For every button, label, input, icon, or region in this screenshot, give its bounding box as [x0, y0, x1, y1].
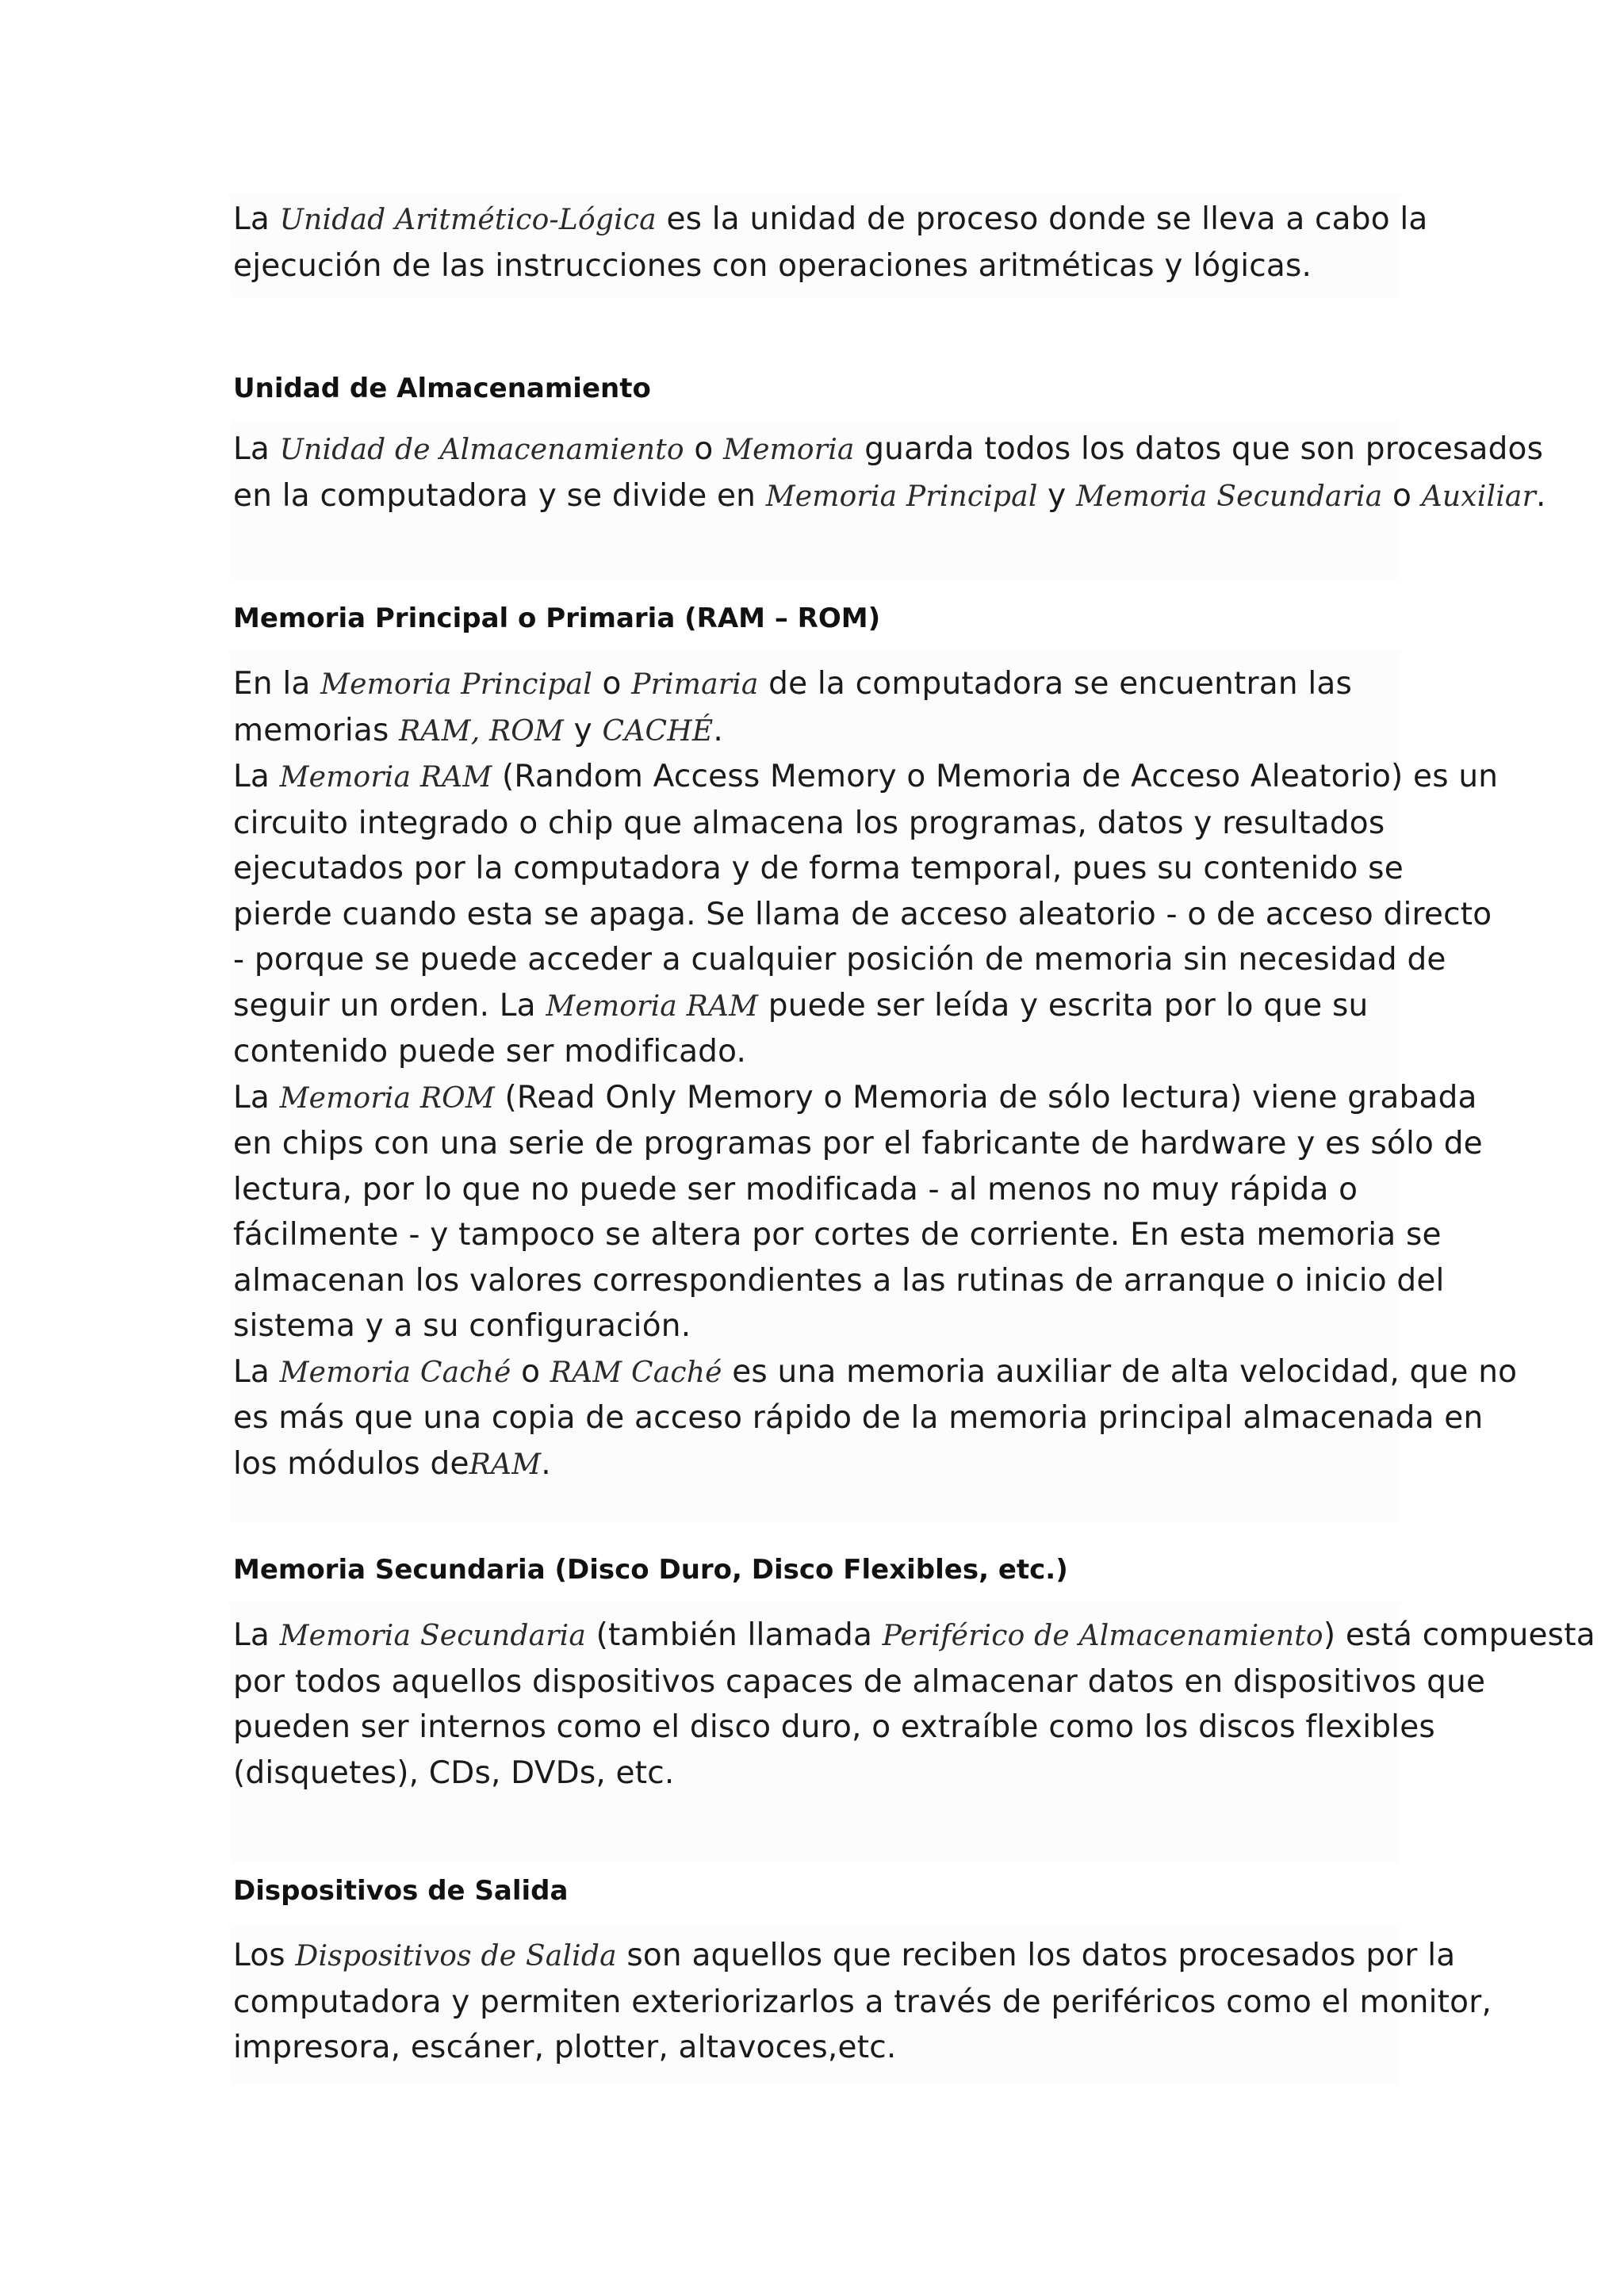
text-run: seguir un orden. La	[233, 987, 546, 1024]
italic-term: Primaria	[631, 668, 759, 701]
text-line	[233, 2025, 1492, 2071]
text-line	[233, 427, 1546, 473]
heading-almacenamiento: Unidad de Almacenamiento	[233, 373, 651, 404]
text-run: de la computadora se encuentran las	[758, 666, 1353, 702]
text-run: ejecutados por la computadora y de forma temporal, pues su contenido se	[233, 851, 1404, 886]
text-line	[233, 1395, 1517, 1441]
text-run: memorias	[233, 712, 400, 748]
text-run: puede ser leída y escrita por lo que su	[758, 987, 1369, 1024]
text-run: La	[233, 1353, 280, 1390]
text-line	[233, 1121, 1517, 1167]
text-line	[233, 1303, 1517, 1349]
text-run: o	[684, 431, 724, 467]
text-run: sistema y a su configuración.	[233, 1308, 691, 1344]
secundaria-paragraph	[233, 1613, 1595, 1796]
text-run: los módulos de	[233, 1445, 469, 1482]
italic-term: Dispositivos de Salida	[295, 1940, 617, 1973]
italic-term: Auxiliar	[1421, 480, 1537, 513]
text-run: - porque se puede acceder a cualquier posición de memoria sin necesidad de	[233, 942, 1446, 978]
text-line	[233, 1705, 1595, 1751]
text-line	[233, 708, 1517, 755]
secundaria-block	[230, 1601, 1595, 1863]
text-line	[233, 1167, 1517, 1213]
italic-term: Unidad Aritmético-Lógica	[279, 204, 657, 236]
text-line	[233, 661, 1517, 708]
text-line	[233, 1751, 1595, 1797]
text-run: La	[233, 431, 280, 467]
principal-paragraph	[233, 661, 1517, 1487]
principal-block	[230, 650, 1518, 1522]
text-run: es más que una copia de acceso rápido de la memoria principal almacenada en	[233, 1400, 1484, 1436]
text-run: contenido puede ser modificado.	[233, 1034, 747, 1070]
text-run: por todos aquellos dispositivos capaces de almacenar datos en dispositivos que	[233, 1663, 1486, 1700]
text-run: .	[541, 1445, 551, 1482]
text-run: en chips con una serie de programas por el fabricante de hardware y es sólo de	[233, 1126, 1483, 1161]
text-run: en la computadora y se divide en	[233, 477, 766, 514]
text-line	[233, 754, 1517, 801]
text-line	[233, 1933, 1492, 1980]
text-run: computadora y permiten exteriorizarlos a través de periféricos como el monitor,	[233, 1984, 1492, 2020]
text-line	[233, 983, 1517, 1030]
salida-paragraph	[233, 1933, 1492, 2071]
text-run: (disquetes), CDs, DVDs, etc.	[233, 1755, 675, 1791]
text-line	[233, 1349, 1517, 1396]
italic-term: Memoria RAM	[279, 761, 492, 794]
text-run: .	[713, 712, 723, 748]
text-run: ejecución de las instrucciones con operaciones aritméticas y lógicas.	[233, 247, 1312, 284]
alu-paragraph	[233, 197, 1428, 289]
text-line	[233, 1212, 1517, 1258]
text-run: son aquellos que reciben los datos procesados por la	[616, 1938, 1456, 1973]
text-run: o	[592, 666, 632, 702]
text-line	[233, 1029, 1517, 1075]
text-run: La	[233, 201, 280, 237]
italic-term: Memoria RAM	[546, 989, 759, 1023]
italic-term: Memoria Secundaria	[279, 1620, 587, 1652]
italic-term: Memoria ROM	[279, 1081, 495, 1115]
text-line	[233, 1613, 1595, 1659]
text-run: pierde cuando esta se apaga. Se llama de acceso aleatorio - o de acceso directo	[233, 896, 1492, 932]
text-run: Los	[233, 1938, 296, 1973]
text-run: o	[511, 1353, 550, 1390]
text-run: y	[1037, 477, 1077, 514]
text-run: La	[233, 1617, 280, 1653]
text-run: almacenan los valores correspondientes a las rutinas de arranque o inicio del	[233, 1262, 1445, 1299]
text-run: fácilmente - y tampoco se altera por cortes de corriente. En esta memoria se	[233, 1217, 1442, 1253]
text-line	[233, 1258, 1517, 1304]
almacenamiento-block	[230, 420, 1546, 579]
text-line	[233, 197, 1428, 243]
text-run: circuito integrado o chip que almacena los programas, datos y resultados	[233, 805, 1385, 841]
italic-term: Periférico de Almacenamiento	[882, 1620, 1323, 1652]
text-line	[233, 243, 1428, 289]
text-line	[233, 473, 1546, 520]
italic-term: Memoria Principal	[320, 668, 592, 701]
text-line	[233, 801, 1517, 847]
text-run: pueden ser internos como el disco duro, o extraíble como los discos flexibles	[233, 1709, 1435, 1745]
text-run: y	[564, 712, 603, 748]
italic-term: Memoria Secundaria	[1076, 480, 1383, 513]
text-run: ) está compuesta	[1323, 1617, 1595, 1653]
italic-term: RAM, ROM	[399, 714, 565, 748]
italic-term: CACHÉ	[602, 714, 714, 748]
italic-term: RAM	[469, 1448, 542, 1481]
text-run: es una memoria auxiliar de alta velocidad, que no	[722, 1353, 1518, 1390]
text-line	[233, 1441, 1517, 1488]
text-line	[233, 1659, 1595, 1705]
italic-term: RAM Caché	[550, 1356, 722, 1389]
text-run: En la	[233, 666, 321, 702]
alu-block	[230, 194, 1428, 297]
italic-term: Memoria	[723, 434, 855, 466]
salida-block	[230, 1927, 1492, 2085]
almacenamiento-paragraph	[233, 427, 1546, 519]
heading-memoria-principal: Memoria Principal o Primaria (RAM – ROM)	[233, 603, 881, 634]
italic-term: Memoria Caché	[279, 1356, 511, 1389]
text-line	[233, 937, 1517, 983]
heading-dispositivos-salida: Dispositivos de Salida	[233, 1875, 569, 1907]
text-run: (Read Only Memory o Memoria de sólo lectura) viene grabada	[494, 1079, 1477, 1115]
text-run: lectura, por lo que no puede ser modificada - al menos no muy rápida o	[233, 1171, 1358, 1207]
text-run: impresora, escáner, plotter, altavoces,etc.	[233, 2030, 897, 2065]
text-run: guarda todos los datos que son procesados	[854, 431, 1544, 467]
text-run: La	[233, 759, 280, 794]
text-line	[233, 1075, 1517, 1122]
text-run: o	[1382, 477, 1422, 514]
text-line	[233, 1980, 1492, 2026]
text-line	[233, 892, 1517, 938]
heading-memoria-secundaria: Memoria Secundaria (Disco Duro, Disco Flexibles, etc.)	[233, 1554, 1068, 1586]
italic-term: Unidad de Almacenamiento	[279, 434, 684, 466]
text-run: La	[233, 1079, 280, 1115]
text-run: (Random Access Memory o Memoria de Acceso Aleatorio) es un	[492, 759, 1499, 794]
text-run: es la unidad de proceso donde se lleva a cabo la	[656, 201, 1428, 237]
text-run: (también llamada	[586, 1617, 883, 1653]
text-line	[233, 846, 1517, 892]
italic-term: Memoria Principal	[765, 480, 1038, 513]
text-run: .	[1536, 477, 1546, 514]
